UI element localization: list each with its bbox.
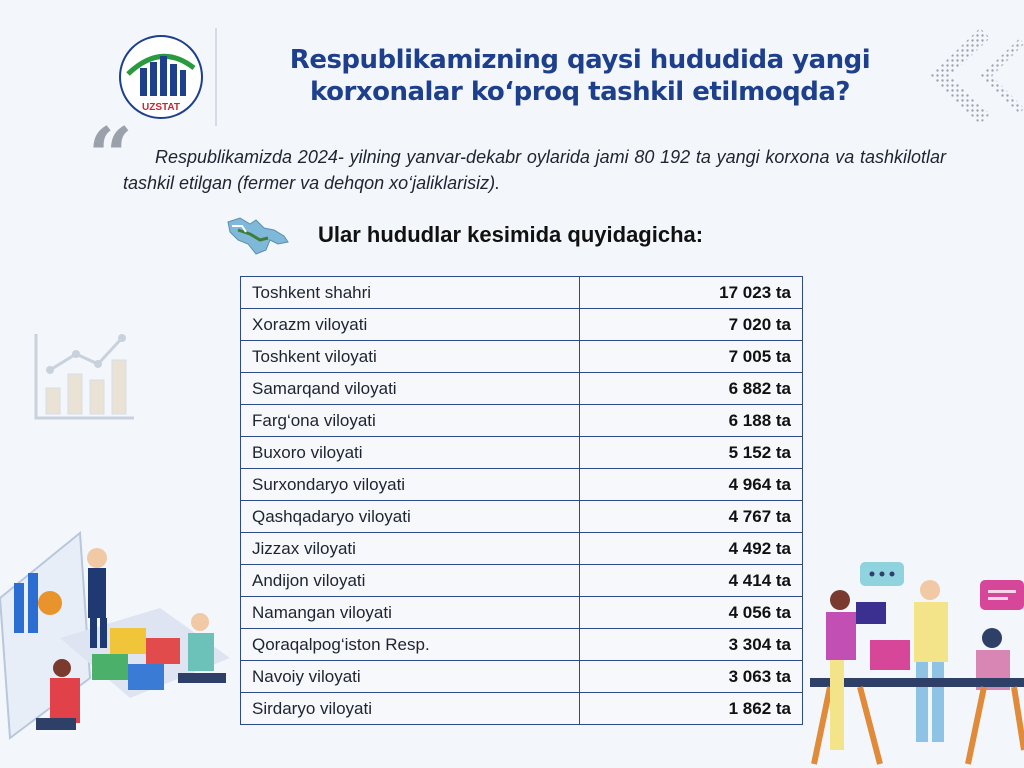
region-value: 3 304 ta bbox=[580, 629, 803, 661]
region-name: Xorazm viloyati bbox=[241, 309, 580, 341]
table-row bbox=[241, 501, 803, 533]
region-name: Surxondaryo viloyati bbox=[241, 469, 580, 501]
region-name: Farg‘ona viloyati bbox=[241, 405, 580, 437]
region-name: Navoiy viloyati bbox=[241, 661, 580, 693]
region-name: Toshkent shahri bbox=[241, 277, 580, 309]
table-row bbox=[241, 565, 803, 597]
table-row bbox=[241, 373, 803, 405]
region-value: 4 056 ta bbox=[580, 597, 803, 629]
region-name: Jizzax viloyati bbox=[241, 533, 580, 565]
region-value: 6 882 ta bbox=[580, 373, 803, 405]
uzstat-logo bbox=[118, 34, 204, 120]
region-value: 5 152 ta bbox=[580, 437, 803, 469]
growth-chart-illustration bbox=[30, 330, 140, 422]
region-value: 1 862 ta bbox=[580, 693, 803, 725]
region-name: Buxoro viloyati bbox=[241, 437, 580, 469]
region-value: 7 020 ta bbox=[580, 309, 803, 341]
logo-text: UZSTAT bbox=[142, 102, 180, 113]
table-row bbox=[241, 661, 803, 693]
region-name: Andijon viloyati bbox=[241, 565, 580, 597]
region-value: 6 188 ta bbox=[580, 405, 803, 437]
uzbekistan-map-icon bbox=[226, 214, 290, 258]
region-name: Sirdaryo viloyati bbox=[241, 693, 580, 725]
table-row bbox=[241, 597, 803, 629]
region-name: Toshkent viloyati bbox=[241, 341, 580, 373]
region-name: Namangan viloyati bbox=[241, 597, 580, 629]
business-team-puzzle-illustration bbox=[0, 528, 240, 768]
region-value: 17 023 ta bbox=[580, 277, 803, 309]
table-row bbox=[241, 277, 803, 309]
table-row bbox=[241, 309, 803, 341]
region-value: 4 964 ta bbox=[580, 469, 803, 501]
dotted-chevron-decoration bbox=[930, 28, 1024, 124]
region-value: 4 414 ta bbox=[580, 565, 803, 597]
region-value: 7 005 ta bbox=[580, 341, 803, 373]
team-discussion-illustration bbox=[800, 560, 1024, 768]
table-row bbox=[241, 629, 803, 661]
table-row bbox=[241, 693, 803, 725]
table-row bbox=[241, 437, 803, 469]
region-value: 4 492 ta bbox=[580, 533, 803, 565]
table-row bbox=[241, 469, 803, 501]
region-name: Qoraqalpog‘iston Resp. bbox=[241, 629, 580, 661]
page-title: Respublikamizning qaysi hududida yangi korxonalar ko‘proq tashkil etilmoqda? bbox=[289, 45, 871, 107]
region-value: 4 767 ta bbox=[580, 501, 803, 533]
region-name: Samarqand viloyati bbox=[241, 373, 580, 405]
table-subtitle: Ular hududlar kesimida quyidagicha: bbox=[318, 222, 704, 247]
region-value: 3 063 ta bbox=[580, 661, 803, 693]
regions-table bbox=[240, 276, 803, 725]
table-row bbox=[241, 341, 803, 373]
region-name: Qashqadaryo viloyati bbox=[241, 501, 580, 533]
table-row bbox=[241, 405, 803, 437]
quote-mark-icon: “ bbox=[88, 111, 133, 202]
table-row bbox=[241, 533, 803, 565]
intro-paragraph: Respublikamizda 2024- yilning yanvar-dekabr oylarida jami 80 192 ta yangi korxona va tashkilotlar tashkil etilgan (fermer va dehqon xo‘jaliklarisiz). bbox=[123, 147, 946, 193]
